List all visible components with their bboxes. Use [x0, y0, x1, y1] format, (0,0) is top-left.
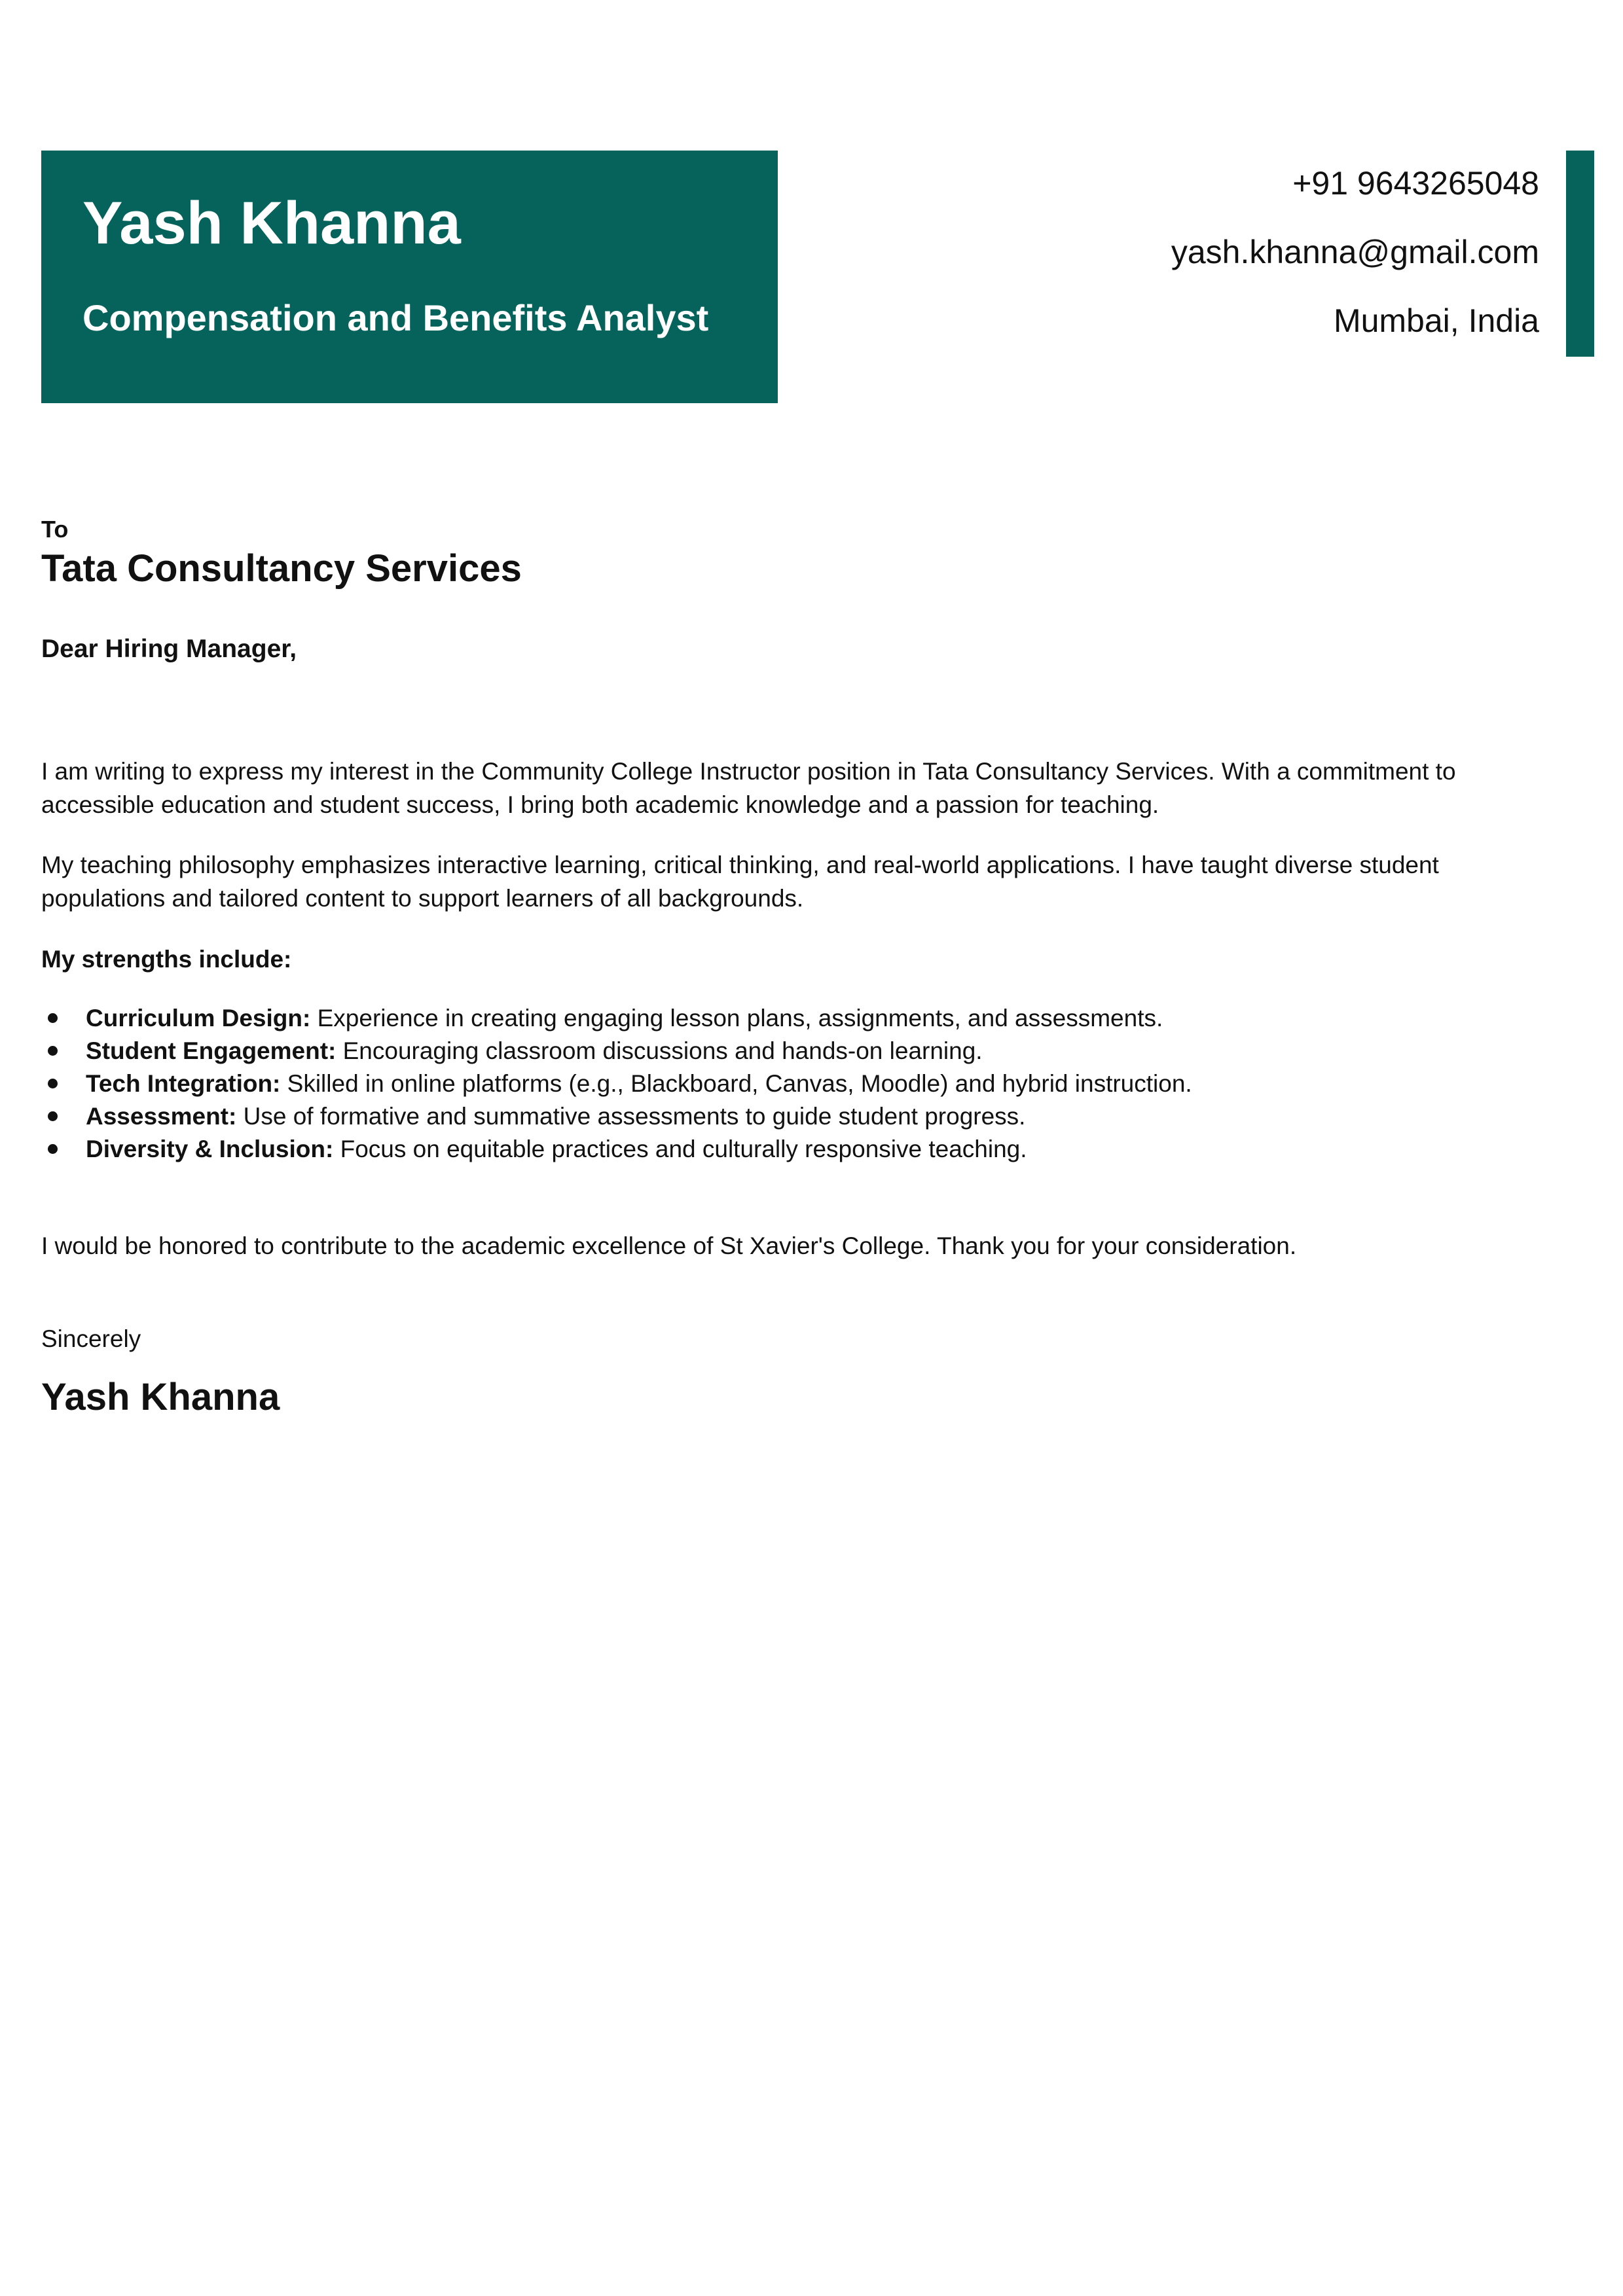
list-item: [41, 1133, 1547, 1166]
applicant-name: Yash Khanna: [82, 190, 461, 257]
strength-label: Curriculum Design:: [86, 1005, 311, 1031]
closing-paragraph: I would be honored to contribute to the academic excellence of St Xavier's College. Thank you for your consideration.: [41, 1232, 1297, 1259]
list-item: [41, 1067, 1547, 1100]
header-banner: [41, 151, 778, 403]
bullet-icon: [48, 1144, 58, 1154]
strength-label: Assessment:: [86, 1103, 237, 1130]
strength-text: Skilled in online platforms (e.g., Blackboard, Canvas, Moodle) and hybrid instruction.: [280, 1070, 1192, 1097]
list-item: [41, 1002, 1547, 1035]
strength-text: Experience in creating engaging lesson plans, assignments, and assessments.: [310, 1005, 1163, 1031]
list-item: [41, 1100, 1547, 1133]
strength-label: Tech Integration:: [86, 1070, 281, 1097]
bullet-icon: [48, 1079, 58, 1088]
strength-label: Student Engagement:: [86, 1037, 337, 1064]
recipient-to-label: To: [41, 516, 69, 543]
strengths-list: [41, 1002, 1547, 1166]
applicant-job-title: Compensation and Benefits Analyst: [82, 297, 709, 338]
signoff-closing: Sincerely: [41, 1325, 141, 1352]
salutation: Dear Hiring Manager,: [41, 635, 297, 663]
body-paragraph-2: My teaching philosophy emphasizes interactive learning, critical thinking, and real-world applications. I have taught diverse student populations and tailored content to support learners of all backgrounds.: [41, 852, 1439, 912]
strength-text: Encouraging classroom discussions and hands-on learning.: [336, 1037, 983, 1064]
strength-text: Focus on equitable practices and culturally responsive teaching.: [333, 1136, 1027, 1162]
body-paragraph-1: I am writing to express my interest in the Community College Instructor position in Tata Consultancy Services. With a commitment to accessible education and student success, I bring both academic knowledge and a passion for teaching.: [41, 758, 1456, 818]
bullet-icon: [48, 1046, 58, 1056]
accent-bar: [1566, 151, 1594, 357]
strength-text: Use of formative and summative assessments to guide student progress.: [236, 1103, 1026, 1130]
contact-info: [950, 149, 1539, 355]
bullet-icon: [48, 1111, 58, 1121]
contact-location: Mumbai, India: [1333, 302, 1539, 339]
contact-phone: +91 9643265048: [1292, 165, 1539, 202]
strengths-heading: My strengths include:: [41, 946, 292, 973]
recipient-company: Tata Consultancy Services: [41, 547, 522, 590]
signature-name: Yash Khanna: [41, 1376, 280, 1418]
strength-label: Diversity & Inclusion:: [86, 1136, 334, 1162]
list-item: [41, 1035, 1547, 1067]
bullet-icon: [48, 1013, 58, 1023]
contact-email: yash.khanna@gmail.com: [1171, 234, 1539, 270]
